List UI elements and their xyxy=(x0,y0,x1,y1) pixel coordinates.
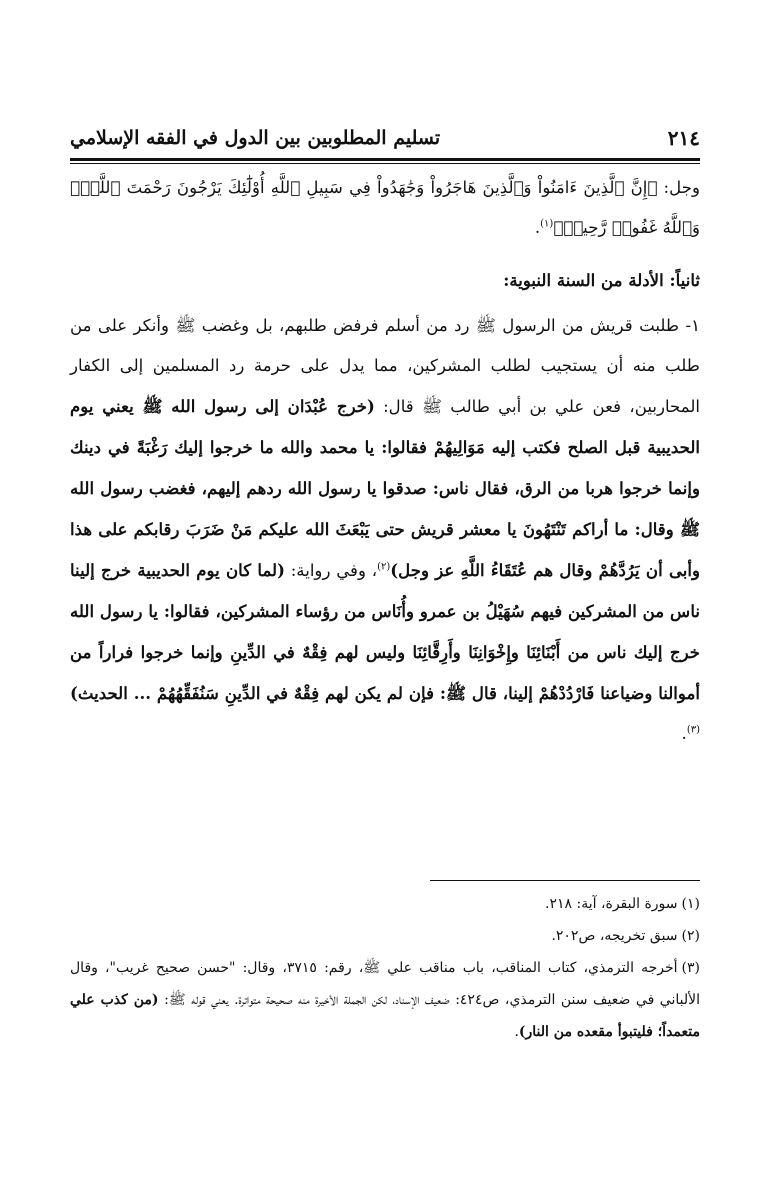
paragraph-sunnah xyxy=(70,306,700,754)
item-number: ١- xyxy=(679,316,700,335)
footnote-ref-1: (١) xyxy=(540,218,554,230)
footnote-3 xyxy=(70,952,700,1048)
header-rule xyxy=(70,158,700,164)
footnote-separator xyxy=(430,880,700,881)
footnote-text: أخرجه الترمذي، كتاب المناقب، باب مناقب علي ﷺ، رقم: ٣٧١٥، وقال: "حسن صحيح غريب"، وقال الألباني في ضعيف سنن الترمذي، ص٤٢٤: ضعيف الإسناد، لكن الجملة الأخيرة منه صحيحة متواترة. يعني قوله ﷺ: xyxy=(70,960,700,1008)
sunnah-end: . xyxy=(681,724,687,743)
footnote-2 xyxy=(70,920,700,952)
footnote-text: سبق تخريجه، ص٢٠٢. xyxy=(551,928,678,944)
footnote-ref-2: (٢) xyxy=(377,561,391,573)
footnote-text: سورة البقرة، آية: ٢١٨. xyxy=(545,896,678,912)
sunnah-intro: طلبت قريش من الرسول ﷺ رد من أسلم فرفض طلبهم، بل وغضب ﷺ وأنكر على من طلب منه أن يستجيب لطلب المشركين، مما يدل على حرمة رد المسلمين إلى الكفار المحاربين، فعن علي بن أبي طالب ﷺ قال: xyxy=(70,316,700,416)
section-heading: ثانياً: الأدلة من السنة النبوية: xyxy=(503,270,700,290)
hadith-quote-1: (خرج عُبْدَان إلى رسول الله ﷺ يعني يوم الحديبية قبل الصلح فكتب إليه مَوَالِيهُمْ فقالوا: يا محمد والله ما خرجوا إليك رَغْبَةً في دينك وإنما خرجوا هربا من الرق، فقال ناس: صدقوا يا رسول الله ردهم إليهم، فغضب رسول الله ﷺ وقال: ما أراكم تَنْتَهُونَ يا معشر قريش حتى يَبْعَثَ الله عليكم مَنْ ضَرَبَ رقابكم على هذا وأبى أن يَرُدَّهُمْ وقال هم عُتَقَاءُ اللَّهِ عز وجل) xyxy=(70,396,701,580)
footnotes xyxy=(70,888,700,1048)
ayah-lead: وجل: xyxy=(657,178,700,197)
footnote-number: (١) xyxy=(681,896,700,912)
footnote-ref-3: (٣) xyxy=(686,724,700,736)
ayah-end: . xyxy=(534,218,541,237)
running-title: تسليم المطلوبين بين الدول في الفقه الإسلامي xyxy=(70,127,441,149)
page-header xyxy=(70,118,700,158)
footnote-end: . xyxy=(514,1024,519,1040)
paragraph-ayah xyxy=(70,168,700,248)
footnote-number: (٣) xyxy=(681,960,701,976)
footnote-number: (٢) xyxy=(681,928,700,944)
footnote-1 xyxy=(70,888,700,920)
quran-verse: ﴿إِنَّ ٱلَّذِينَ ءَامَنُواْ وَٱلَّذِينَ هَاجَرُواْ وَجَٰهَدُواْ فِي سَبِيلِ ٱللَّهِ أُوْلَٰٓئِكَ يَرْجُونَ رَحْمَتَ ٱللَّهِۚ وَٱللَّهُ غَفُورٞ رَّحِيمٞ﴾ xyxy=(70,178,700,237)
footnote-quote: (من كذب علي متعمداً؛ فليتبوأ مقعده من النار) xyxy=(70,992,700,1040)
hadith-quote-2: (لما كان يوم الحديبية خرج إلينا ناس من المشركين فيهم سُهَيْلُ بن عمرو وأُنَاس من رؤساء المشركين، فقالوا: يا رسول الله خرج إليك ناس من أَبْنَائِنَا وإِخْوَانِنَا وأَرِقَّائِنَا وليس لهم فِقْهٌ في الدِّينِ وإنما خرجوا فراراً من أموالنا وضياعنا فَارْدُدْهُمْ إلينا، قال ﷺ: فإن لم يكن لهم فِقْهٌ في الدِّينِ سَنُفَقِّهُهُمْ ... الحديث) xyxy=(70,560,700,703)
main-text xyxy=(70,168,700,754)
page-number: ٢١٤ xyxy=(667,126,700,150)
riwaya-connector: ، وفي رواية: xyxy=(284,561,378,580)
